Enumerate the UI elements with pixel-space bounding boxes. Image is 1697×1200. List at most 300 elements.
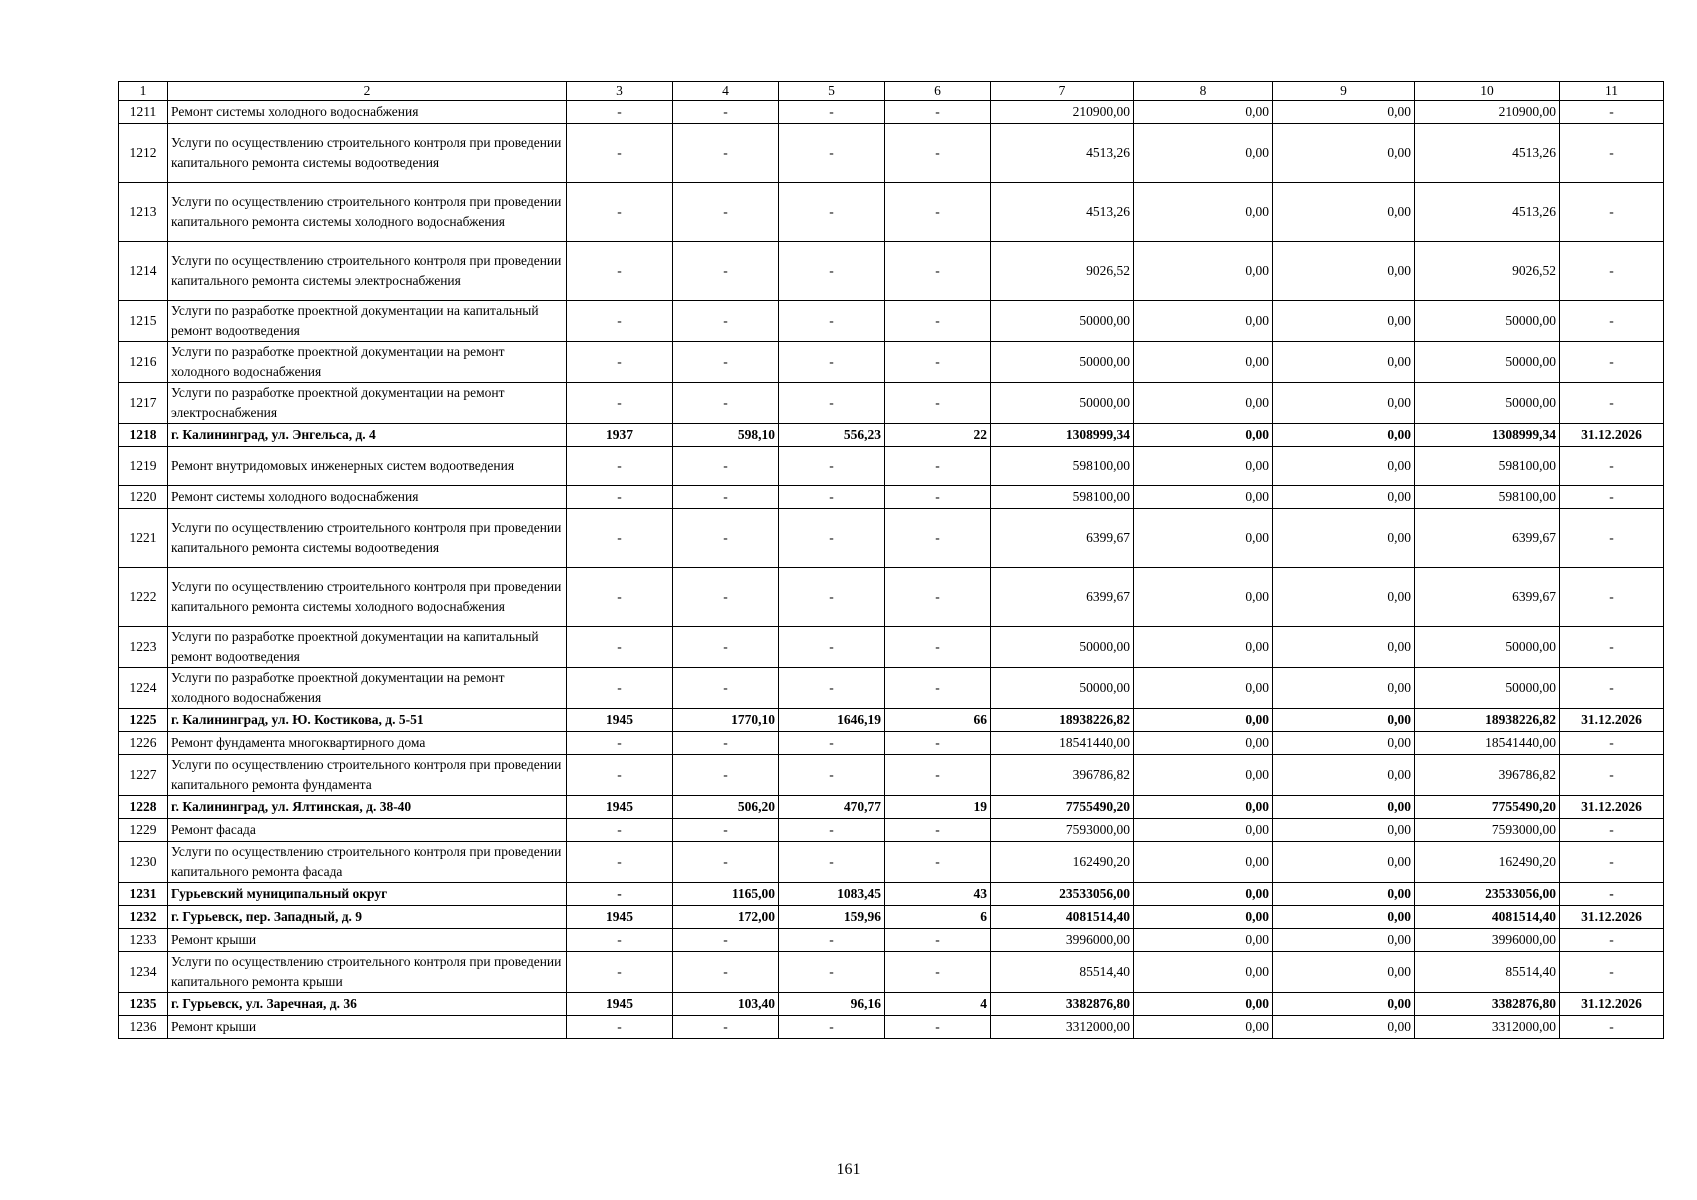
owner-cost-cell: 4513,26 bbox=[1415, 124, 1560, 183]
residents-cell: - bbox=[885, 929, 991, 952]
fund-cost-cell: 0,00 bbox=[1134, 755, 1273, 796]
area-living-cell: 96,16 bbox=[779, 993, 885, 1016]
area-total-cell: - bbox=[673, 755, 779, 796]
budget-cost-cell: 0,00 bbox=[1273, 796, 1415, 819]
fund-cost-cell: 0,00 bbox=[1134, 124, 1273, 183]
residents-cell: - bbox=[885, 509, 991, 568]
row-number: 1226 bbox=[119, 732, 168, 755]
table-row bbox=[119, 627, 1664, 668]
fund-cost-cell: 0,00 bbox=[1134, 342, 1273, 383]
area-living-cell: 1646,19 bbox=[779, 709, 885, 732]
table-row bbox=[119, 755, 1664, 796]
item-name: Ремонт фасада bbox=[168, 819, 567, 842]
area-living-cell: - bbox=[779, 732, 885, 755]
deadline-cell: - bbox=[1560, 952, 1664, 993]
residents-cell: - bbox=[885, 242, 991, 301]
deadline-cell: - bbox=[1560, 929, 1664, 952]
area-total-cell: - bbox=[673, 627, 779, 668]
fund-cost-cell: 0,00 bbox=[1134, 383, 1273, 424]
table-row bbox=[119, 424, 1664, 447]
column-number-header: 11 bbox=[1560, 82, 1664, 101]
row-number: 1235 bbox=[119, 993, 168, 1016]
year-cell: - bbox=[567, 842, 673, 883]
row-number: 1212 bbox=[119, 124, 168, 183]
row-number: 1234 bbox=[119, 952, 168, 993]
total-cost-cell: 6399,67 bbox=[991, 509, 1134, 568]
area-total-cell: - bbox=[673, 486, 779, 509]
row-number: 1227 bbox=[119, 755, 168, 796]
residents-cell: - bbox=[885, 101, 991, 124]
budget-cost-cell: 0,00 bbox=[1273, 929, 1415, 952]
deadline-cell: - bbox=[1560, 242, 1664, 301]
budget-cost-cell: 0,00 bbox=[1273, 183, 1415, 242]
area-living-cell: - bbox=[779, 929, 885, 952]
residents-cell: - bbox=[885, 183, 991, 242]
budget-cost-cell: 0,00 bbox=[1273, 709, 1415, 732]
residents-cell: - bbox=[885, 301, 991, 342]
row-number: 1222 bbox=[119, 568, 168, 627]
row-number: 1220 bbox=[119, 486, 168, 509]
deadline-cell: - bbox=[1560, 568, 1664, 627]
total-cost-cell: 4513,26 bbox=[991, 183, 1134, 242]
budget-cost-cell: 0,00 bbox=[1273, 342, 1415, 383]
budget-cost-cell: 0,00 bbox=[1273, 755, 1415, 796]
owner-cost-cell: 3996000,00 bbox=[1415, 929, 1560, 952]
area-living-cell: - bbox=[779, 819, 885, 842]
deadline-cell: - bbox=[1560, 101, 1664, 124]
table-row bbox=[119, 301, 1664, 342]
budget-cost-cell: 0,00 bbox=[1273, 1016, 1415, 1039]
residents-cell: - bbox=[885, 383, 991, 424]
area-living-cell: - bbox=[779, 383, 885, 424]
year-cell: - bbox=[567, 929, 673, 952]
area-total-cell: - bbox=[673, 101, 779, 124]
residents-cell: - bbox=[885, 668, 991, 709]
header-row bbox=[119, 82, 1664, 101]
year-cell: - bbox=[567, 732, 673, 755]
column-number-header: 3 bbox=[567, 82, 673, 101]
budget-cost-cell: 0,00 bbox=[1273, 124, 1415, 183]
fund-cost-cell: 0,00 bbox=[1134, 842, 1273, 883]
budget-cost-cell: 0,00 bbox=[1273, 993, 1415, 1016]
row-number: 1218 bbox=[119, 424, 168, 447]
owner-cost-cell: 23533056,00 bbox=[1415, 883, 1560, 906]
deadline-cell: - bbox=[1560, 447, 1664, 486]
row-number: 1229 bbox=[119, 819, 168, 842]
table-row bbox=[119, 509, 1664, 568]
fund-cost-cell: 0,00 bbox=[1134, 732, 1273, 755]
area-living-cell: - bbox=[779, 952, 885, 993]
column-number-header: 9 bbox=[1273, 82, 1415, 101]
fund-cost-cell: 0,00 bbox=[1134, 568, 1273, 627]
item-name: Услуги по осуществлению строительного контроля при проведении капитального ремонта системы холодного водоснабжения bbox=[168, 183, 567, 242]
table-row bbox=[119, 929, 1664, 952]
budget-cost-cell: 0,00 bbox=[1273, 301, 1415, 342]
table-row bbox=[119, 993, 1664, 1016]
row-number: 1230 bbox=[119, 842, 168, 883]
budget-cost-cell: 0,00 bbox=[1273, 842, 1415, 883]
row-number: 1232 bbox=[119, 906, 168, 929]
fund-cost-cell: 0,00 bbox=[1134, 952, 1273, 993]
total-cost-cell: 1308999,34 bbox=[991, 424, 1134, 447]
area-living-cell: - bbox=[779, 486, 885, 509]
owner-cost-cell: 6399,67 bbox=[1415, 568, 1560, 627]
deadline-cell: - bbox=[1560, 819, 1664, 842]
fund-cost-cell: 0,00 bbox=[1134, 242, 1273, 301]
area-living-cell: - bbox=[779, 183, 885, 242]
area-total-cell: 1165,00 bbox=[673, 883, 779, 906]
fund-cost-cell: 0,00 bbox=[1134, 1016, 1273, 1039]
area-total-cell: 172,00 bbox=[673, 906, 779, 929]
year-cell: - bbox=[567, 101, 673, 124]
item-name: Ремонт крыши bbox=[168, 1016, 567, 1039]
item-name: Ремонт внутридомовых инженерных систем водоотведения bbox=[168, 447, 567, 486]
deadline-cell: 31.12.2026 bbox=[1560, 796, 1664, 819]
table-row bbox=[119, 709, 1664, 732]
area-total-cell: - bbox=[673, 183, 779, 242]
year-cell: - bbox=[567, 668, 673, 709]
table-row bbox=[119, 668, 1664, 709]
area-total-cell: 598,10 bbox=[673, 424, 779, 447]
owner-cost-cell: 162490,20 bbox=[1415, 842, 1560, 883]
item-name: Гурьевский муниципальный округ bbox=[168, 883, 567, 906]
area-total-cell: - bbox=[673, 568, 779, 627]
fund-cost-cell: 0,00 bbox=[1134, 668, 1273, 709]
row-number: 1223 bbox=[119, 627, 168, 668]
item-name: Ремонт системы холодного водоснабжения bbox=[168, 486, 567, 509]
fund-cost-cell: 0,00 bbox=[1134, 929, 1273, 952]
area-living-cell: 159,96 bbox=[779, 906, 885, 929]
owner-cost-cell: 7593000,00 bbox=[1415, 819, 1560, 842]
deadline-cell: - bbox=[1560, 383, 1664, 424]
residents-cell: 6 bbox=[885, 906, 991, 929]
row-number: 1214 bbox=[119, 242, 168, 301]
residents-cell: - bbox=[885, 952, 991, 993]
area-total-cell: 103,40 bbox=[673, 993, 779, 1016]
item-name: Ремонт крыши bbox=[168, 929, 567, 952]
owner-cost-cell: 4513,26 bbox=[1415, 183, 1560, 242]
fund-cost-cell: 0,00 bbox=[1134, 301, 1273, 342]
item-name: г. Калининград, ул. Энгельса, д. 4 bbox=[168, 424, 567, 447]
deadline-cell: - bbox=[1560, 755, 1664, 796]
residents-cell: 4 bbox=[885, 993, 991, 1016]
area-total-cell: - bbox=[673, 1016, 779, 1039]
year-cell: - bbox=[567, 509, 673, 568]
total-cost-cell: 396786,82 bbox=[991, 755, 1134, 796]
year-cell: 1945 bbox=[567, 709, 673, 732]
row-number: 1224 bbox=[119, 668, 168, 709]
area-living-cell: - bbox=[779, 101, 885, 124]
residents-cell: - bbox=[885, 1016, 991, 1039]
deadline-cell: - bbox=[1560, 301, 1664, 342]
year-cell: 1937 bbox=[567, 424, 673, 447]
column-number-header: 2 bbox=[168, 82, 567, 101]
item-name: г. Калининград, ул. Ялтинская, д. 38-40 bbox=[168, 796, 567, 819]
year-cell: - bbox=[567, 342, 673, 383]
year-cell: - bbox=[567, 486, 673, 509]
budget-cost-cell: 0,00 bbox=[1273, 819, 1415, 842]
residents-cell: - bbox=[885, 732, 991, 755]
residents-cell: 19 bbox=[885, 796, 991, 819]
page-number: 161 bbox=[836, 1161, 861, 1178]
fund-cost-cell: 0,00 bbox=[1134, 627, 1273, 668]
total-cost-cell: 85514,40 bbox=[991, 952, 1134, 993]
total-cost-cell: 23533056,00 bbox=[991, 883, 1134, 906]
deadline-cell: - bbox=[1560, 1016, 1664, 1039]
column-number-header: 5 bbox=[779, 82, 885, 101]
owner-cost-cell: 50000,00 bbox=[1415, 342, 1560, 383]
owner-cost-cell: 9026,52 bbox=[1415, 242, 1560, 301]
table-row bbox=[119, 242, 1664, 301]
row-number: 1217 bbox=[119, 383, 168, 424]
area-total-cell: - bbox=[673, 383, 779, 424]
fund-cost-cell: 0,00 bbox=[1134, 906, 1273, 929]
owner-cost-cell: 3312000,00 bbox=[1415, 1016, 1560, 1039]
table-row bbox=[119, 486, 1664, 509]
residents-cell: - bbox=[885, 755, 991, 796]
area-living-cell: 470,77 bbox=[779, 796, 885, 819]
residents-cell: 66 bbox=[885, 709, 991, 732]
item-name: Услуги по осуществлению строительного контроля при проведении капитального ремонта системы водоотведения bbox=[168, 124, 567, 183]
budget-cost-cell: 0,00 bbox=[1273, 952, 1415, 993]
item-name: Ремонт фундамента многоквартирного дома bbox=[168, 732, 567, 755]
year-cell: - bbox=[567, 183, 673, 242]
table-row bbox=[119, 842, 1664, 883]
residents-cell: - bbox=[885, 124, 991, 183]
year-cell: - bbox=[567, 819, 673, 842]
item-name: Услуги по разработке проектной документации на ремонт электроснабжения bbox=[168, 383, 567, 424]
budget-cost-cell: 0,00 bbox=[1273, 883, 1415, 906]
area-total-cell: - bbox=[673, 819, 779, 842]
table-row bbox=[119, 732, 1664, 755]
total-cost-cell: 598100,00 bbox=[991, 447, 1134, 486]
column-number-header: 4 bbox=[673, 82, 779, 101]
total-cost-cell: 3382876,80 bbox=[991, 993, 1134, 1016]
area-total-cell: - bbox=[673, 242, 779, 301]
year-cell: - bbox=[567, 124, 673, 183]
area-living-cell: - bbox=[779, 301, 885, 342]
total-cost-cell: 3996000,00 bbox=[991, 929, 1134, 952]
item-name: Услуги по разработке проектной документации на ремонт холодного водоснабжения bbox=[168, 668, 567, 709]
deadline-cell: 31.12.2026 bbox=[1560, 906, 1664, 929]
fund-cost-cell: 0,00 bbox=[1134, 486, 1273, 509]
table-row bbox=[119, 342, 1664, 383]
item-name: Услуги по осуществлению строительного контроля при проведении капитального ремонта фундамента bbox=[168, 755, 567, 796]
deadline-cell: - bbox=[1560, 509, 1664, 568]
item-name: г. Гурьевск, пер. Западный, д. 9 bbox=[168, 906, 567, 929]
table-row bbox=[119, 383, 1664, 424]
owner-cost-cell: 50000,00 bbox=[1415, 668, 1560, 709]
fund-cost-cell: 0,00 bbox=[1134, 819, 1273, 842]
fund-cost-cell: 0,00 bbox=[1134, 447, 1273, 486]
area-living-cell: - bbox=[779, 842, 885, 883]
area-total-cell: - bbox=[673, 732, 779, 755]
area-total-cell: - bbox=[673, 447, 779, 486]
residents-cell: 22 bbox=[885, 424, 991, 447]
residents-cell: - bbox=[885, 447, 991, 486]
total-cost-cell: 18938226,82 bbox=[991, 709, 1134, 732]
owner-cost-cell: 396786,82 bbox=[1415, 755, 1560, 796]
total-cost-cell: 3312000,00 bbox=[991, 1016, 1134, 1039]
item-name: Услуги по осуществлению строительного контроля при проведении капитального ремонта системы электроснабжения bbox=[168, 242, 567, 301]
deadline-cell: 31.12.2026 bbox=[1560, 709, 1664, 732]
area-total-cell: 506,20 bbox=[673, 796, 779, 819]
area-living-cell: - bbox=[779, 1016, 885, 1039]
row-number: 1228 bbox=[119, 796, 168, 819]
budget-cost-cell: 0,00 bbox=[1273, 383, 1415, 424]
owner-cost-cell: 1308999,34 bbox=[1415, 424, 1560, 447]
owner-cost-cell: 4081514,40 bbox=[1415, 906, 1560, 929]
item-name: Услуги по разработке проектной документации на капитальный ремонт водоотведения bbox=[168, 627, 567, 668]
fund-cost-cell: 0,00 bbox=[1134, 993, 1273, 1016]
budget-cost-cell: 0,00 bbox=[1273, 242, 1415, 301]
year-cell: - bbox=[567, 883, 673, 906]
item-name: г. Гурьевск, ул. Заречная, д. 36 bbox=[168, 993, 567, 1016]
budget-cost-cell: 0,00 bbox=[1273, 486, 1415, 509]
total-cost-cell: 18541440,00 bbox=[991, 732, 1134, 755]
item-name: Услуги по осуществлению строительного контроля при проведении капитального ремонта системы водоотведения bbox=[168, 509, 567, 568]
residents-cell: - bbox=[885, 486, 991, 509]
row-number: 1233 bbox=[119, 929, 168, 952]
row-number: 1231 bbox=[119, 883, 168, 906]
owner-cost-cell: 598100,00 bbox=[1415, 447, 1560, 486]
deadline-cell: - bbox=[1560, 668, 1664, 709]
owner-cost-cell: 3382876,80 bbox=[1415, 993, 1560, 1016]
table-row bbox=[119, 1016, 1664, 1039]
area-living-cell: 556,23 bbox=[779, 424, 885, 447]
deadline-cell: - bbox=[1560, 486, 1664, 509]
owner-cost-cell: 7755490,20 bbox=[1415, 796, 1560, 819]
budget-cost-cell: 0,00 bbox=[1273, 447, 1415, 486]
deadline-cell: - bbox=[1560, 342, 1664, 383]
residents-cell: - bbox=[885, 342, 991, 383]
owner-cost-cell: 210900,00 bbox=[1415, 101, 1560, 124]
area-total-cell: - bbox=[673, 929, 779, 952]
row-number: 1236 bbox=[119, 1016, 168, 1039]
area-living-cell: - bbox=[779, 124, 885, 183]
year-cell: - bbox=[567, 755, 673, 796]
area-living-cell: - bbox=[779, 342, 885, 383]
item-name: Услуги по разработке проектной документации на ремонт холодного водоснабжения bbox=[168, 342, 567, 383]
deadline-cell: - bbox=[1560, 883, 1664, 906]
year-cell: - bbox=[567, 447, 673, 486]
table-row bbox=[119, 819, 1664, 842]
area-total-cell: - bbox=[673, 952, 779, 993]
fund-cost-cell: 0,00 bbox=[1134, 796, 1273, 819]
area-total-cell: - bbox=[673, 842, 779, 883]
total-cost-cell: 50000,00 bbox=[991, 383, 1134, 424]
deadline-cell: - bbox=[1560, 183, 1664, 242]
table-row bbox=[119, 568, 1664, 627]
owner-cost-cell: 50000,00 bbox=[1415, 627, 1560, 668]
deadline-cell: - bbox=[1560, 627, 1664, 668]
table-row bbox=[119, 883, 1664, 906]
total-cost-cell: 50000,00 bbox=[991, 301, 1134, 342]
row-number: 1216 bbox=[119, 342, 168, 383]
residents-cell: - bbox=[885, 627, 991, 668]
table-row bbox=[119, 447, 1664, 486]
year-cell: 1945 bbox=[567, 993, 673, 1016]
area-living-cell: - bbox=[779, 668, 885, 709]
budget-cost-cell: 0,00 bbox=[1273, 627, 1415, 668]
deadline-cell: - bbox=[1560, 842, 1664, 883]
area-total-cell: - bbox=[673, 509, 779, 568]
data-table bbox=[118, 81, 1664, 1039]
total-cost-cell: 7593000,00 bbox=[991, 819, 1134, 842]
deadline-cell: - bbox=[1560, 124, 1664, 183]
area-living-cell: - bbox=[779, 627, 885, 668]
fund-cost-cell: 0,00 bbox=[1134, 424, 1273, 447]
deadline-cell: - bbox=[1560, 732, 1664, 755]
area-total-cell: - bbox=[673, 124, 779, 183]
year-cell: - bbox=[567, 627, 673, 668]
owner-cost-cell: 598100,00 bbox=[1415, 486, 1560, 509]
table-row bbox=[119, 101, 1664, 124]
year-cell: - bbox=[567, 1016, 673, 1039]
row-number: 1213 bbox=[119, 183, 168, 242]
year-cell: 1945 bbox=[567, 906, 673, 929]
area-total-cell: - bbox=[673, 342, 779, 383]
budget-cost-cell: 0,00 bbox=[1273, 906, 1415, 929]
year-cell: - bbox=[567, 301, 673, 342]
item-name: Услуги по разработке проектной документации на капитальный ремонт водоотведения bbox=[168, 301, 567, 342]
area-living-cell: - bbox=[779, 755, 885, 796]
budget-cost-cell: 0,00 bbox=[1273, 568, 1415, 627]
year-cell: - bbox=[567, 383, 673, 424]
area-total-cell: - bbox=[673, 668, 779, 709]
total-cost-cell: 210900,00 bbox=[991, 101, 1134, 124]
fund-cost-cell: 0,00 bbox=[1134, 709, 1273, 732]
fund-cost-cell: 0,00 bbox=[1134, 183, 1273, 242]
year-cell: - bbox=[567, 568, 673, 627]
total-cost-cell: 598100,00 bbox=[991, 486, 1134, 509]
column-number-header: 7 bbox=[991, 82, 1134, 101]
total-cost-cell: 7755490,20 bbox=[991, 796, 1134, 819]
total-cost-cell: 50000,00 bbox=[991, 342, 1134, 383]
total-cost-cell: 4513,26 bbox=[991, 124, 1134, 183]
row-number: 1211 bbox=[119, 101, 168, 124]
total-cost-cell: 162490,20 bbox=[991, 842, 1134, 883]
budget-cost-cell: 0,00 bbox=[1273, 732, 1415, 755]
residents-cell: 43 bbox=[885, 883, 991, 906]
column-number-header: 8 bbox=[1134, 82, 1273, 101]
table-row bbox=[119, 952, 1664, 993]
owner-cost-cell: 6399,67 bbox=[1415, 509, 1560, 568]
total-cost-cell: 50000,00 bbox=[991, 668, 1134, 709]
area-total-cell: - bbox=[673, 301, 779, 342]
row-number: 1215 bbox=[119, 301, 168, 342]
budget-cost-cell: 0,00 bbox=[1273, 101, 1415, 124]
column-number-header: 6 bbox=[885, 82, 991, 101]
fund-cost-cell: 0,00 bbox=[1134, 101, 1273, 124]
owner-cost-cell: 50000,00 bbox=[1415, 301, 1560, 342]
area-living-cell: - bbox=[779, 447, 885, 486]
total-cost-cell: 50000,00 bbox=[991, 627, 1134, 668]
row-number: 1219 bbox=[119, 447, 168, 486]
deadline-cell: 31.12.2026 bbox=[1560, 993, 1664, 1016]
item-name: Услуги по осуществлению строительного контроля при проведении капитального ремонта системы холодного водоснабжения bbox=[168, 568, 567, 627]
table-row bbox=[119, 183, 1664, 242]
table-row bbox=[119, 906, 1664, 929]
item-name: Ремонт системы холодного водоснабжения bbox=[168, 101, 567, 124]
owner-cost-cell: 85514,40 bbox=[1415, 952, 1560, 993]
year-cell: - bbox=[567, 952, 673, 993]
deadline-cell: 31.12.2026 bbox=[1560, 424, 1664, 447]
year-cell: - bbox=[567, 242, 673, 301]
fund-cost-cell: 0,00 bbox=[1134, 509, 1273, 568]
table-row bbox=[119, 124, 1664, 183]
item-name: Услуги по осуществлению строительного контроля при проведении капитального ремонта крыши bbox=[168, 952, 567, 993]
